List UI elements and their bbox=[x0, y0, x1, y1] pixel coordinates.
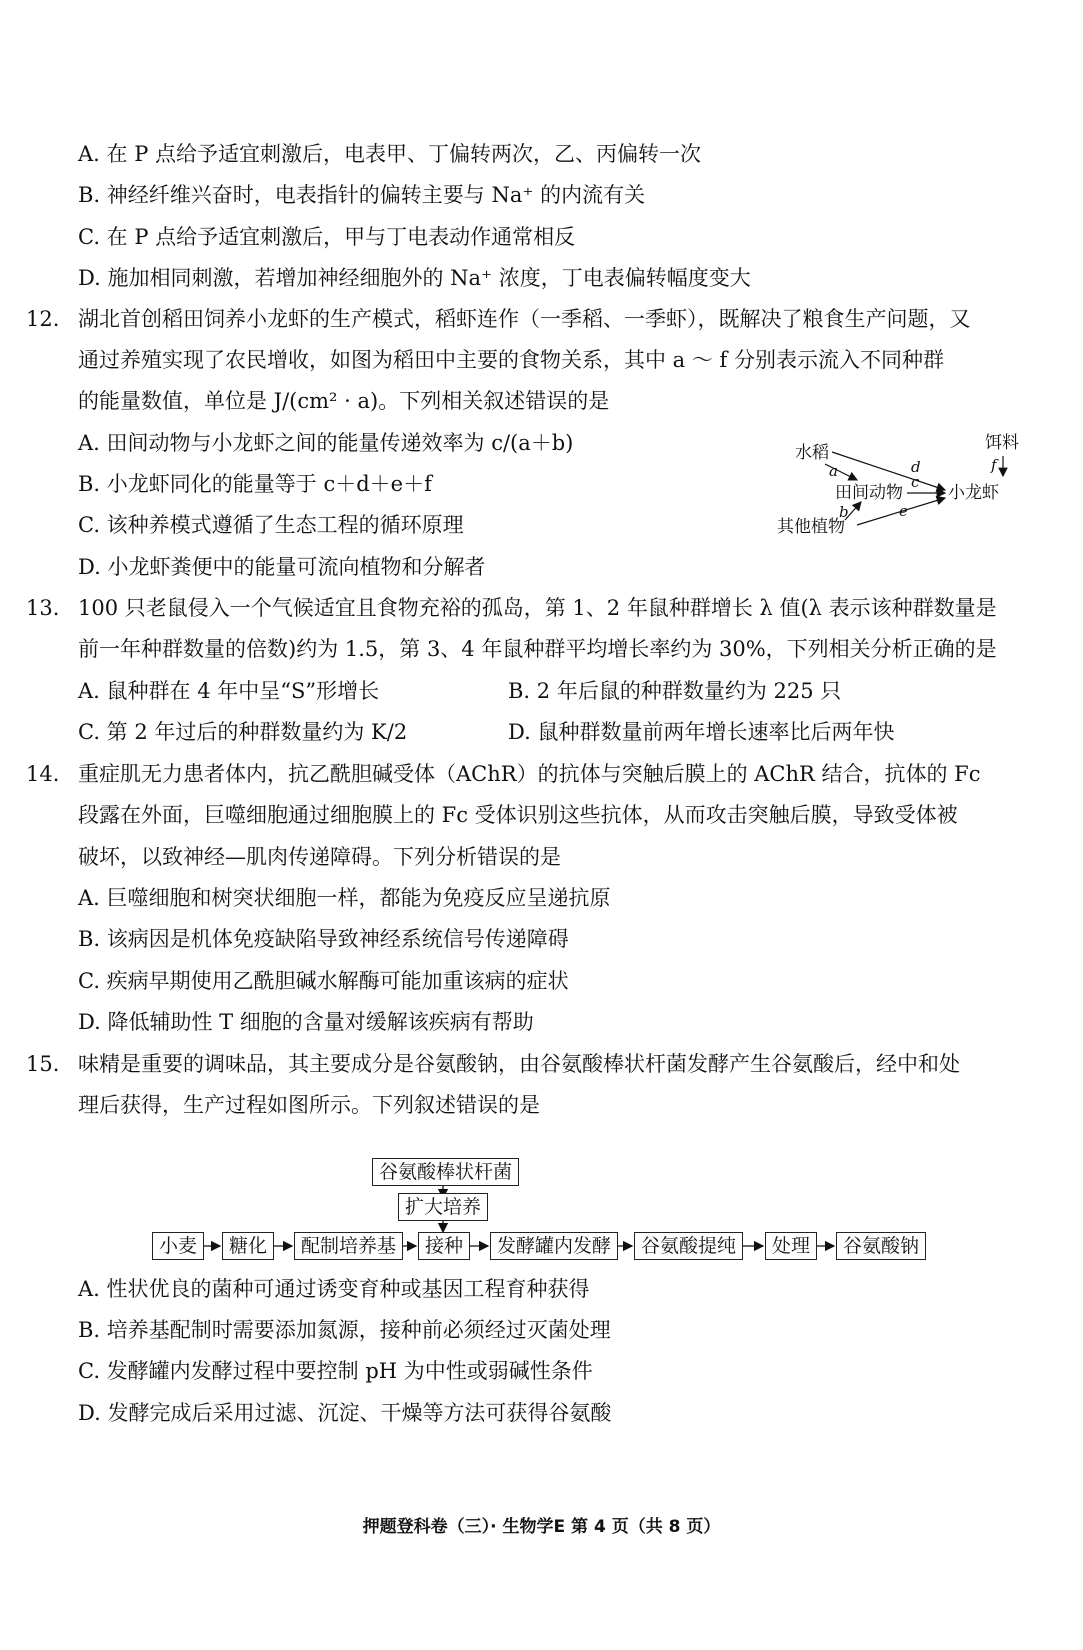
q12-stem-line2: 通过养殖实现了农民增收，如图为稻田中主要的食物关系，其中 a ～ f 分别表示流入不同种群 bbox=[78, 348, 944, 372]
node-rice: 水稻 bbox=[795, 443, 829, 463]
q13-number: 13. bbox=[26, 596, 60, 620]
food-web-diagram bbox=[777, 432, 1060, 572]
q14-stem-line3: 破坏，以致神经—肌肉传递障碍。下列分析错误的是 bbox=[78, 845, 561, 869]
flow-box-medium-prep: 配制培养基 bbox=[294, 1232, 403, 1260]
q15-number: 15. bbox=[26, 1052, 60, 1076]
flow-box-expand-culture: 扩大培养 bbox=[398, 1193, 488, 1221]
q14-stem-line2: 段露在外面，巨噬细胞通过细胞膜上的 Fc 受体识别这些抗体，从而攻击突触后膜，导致受体被 bbox=[78, 803, 958, 827]
q14-stem-line1: 重症肌无力患者体内，抗乙酰胆碱受体（AChR）的抗体与突触后膜上的 AChR 结合，抗体的 Fc bbox=[78, 762, 981, 786]
flow-box-fermentation: 发酵罐内发酵 bbox=[490, 1232, 618, 1260]
q11-option-a: A. 在 P 点给予适宜刺激后，电表甲、丁偏转两次，乙、丙偏转一次 bbox=[78, 142, 701, 166]
q13-option-b: B. 2 年后鼠的种群数量约为 225 只 bbox=[508, 679, 842, 703]
q13-option-c: C. 第 2 年过后的种群数量约为 K/2 bbox=[78, 720, 408, 744]
q13-option-d: D. 鼠种群数量前两年增长速率比后两年快 bbox=[508, 720, 895, 744]
q15-option-b: B. 培养基配制时需要添加氮源，接种前必须经过灭菌处理 bbox=[78, 1318, 611, 1342]
flow-box-wheat: 小麦 bbox=[152, 1232, 204, 1260]
page-footer: 押题登科卷（三）· 生物学E 第 4 页（共 8 页） bbox=[362, 1517, 721, 1537]
q12-stem-line1: 湖北首创稻田饲养小龙虾的生产模式，稻虾连作（一季稻、一季虾），既解决了粮食生产问题，又 bbox=[78, 307, 971, 331]
q12-number: 12. bbox=[26, 307, 60, 331]
q13-stem-line2: 前一年种群数量的倍数)约为 1.5，第 3、4 年鼠种群平均增长率约为 30%，下列相关分析正确的是 bbox=[78, 637, 997, 661]
node-feed: 饵料 bbox=[985, 433, 1019, 453]
q12-stem-line3: 的能量数值，单位是 J/(cm² · a)。下列相关叙述错误的是 bbox=[78, 389, 610, 413]
q15-option-a: A. 性状优良的菌种可通过诱变育种或基因工程育种获得 bbox=[78, 1277, 590, 1301]
node-crayfish: 小龙虾 bbox=[948, 483, 999, 503]
flow-box-inoculation: 接种 bbox=[418, 1232, 470, 1260]
q15-stem-line1: 味精是重要的调味品，其主要成分是谷氨酸钠，由谷氨酸棒状杆菌发酵产生谷氨酸后，经中和处 bbox=[78, 1052, 960, 1076]
label-d: d bbox=[911, 458, 921, 476]
node-other-plants: 其他植物 bbox=[777, 517, 845, 537]
flow-box-processing: 处理 bbox=[765, 1232, 817, 1260]
q12-option-b: B. 小龙虾同化的能量等于 c＋d＋e＋f bbox=[78, 472, 432, 496]
q15-option-d: D. 发酵完成后采用过滤、沉淀、干燥等方法可获得谷氨酸 bbox=[78, 1401, 612, 1425]
label-a: a bbox=[829, 462, 838, 480]
q14-option-b: B. 该病因是机体免疫缺陷导致神经系统信号传递障碍 bbox=[78, 927, 569, 951]
label-b: b bbox=[839, 503, 849, 521]
label-e: e bbox=[899, 502, 908, 520]
q12-option-d: D. 小龙虾粪便中的能量可流向植物和分解者 bbox=[78, 555, 486, 579]
q13-stem-line1: 100 只老鼠侵入一个气候适宜且食物充裕的孤岛，第 1、2 年鼠种群增长 λ 值(λ 表示该种群数量是 bbox=[78, 596, 997, 620]
flow-box-bacteria: 谷氨酸棒状杆菌 bbox=[372, 1158, 519, 1186]
q12-option-c: C. 该种养模式遵循了生态工程的循环原理 bbox=[78, 513, 464, 537]
q14-number: 14. bbox=[26, 762, 60, 786]
q14-option-a: A. 巨噬细胞和树突状细胞一样，都能为免疫反应呈递抗原 bbox=[78, 886, 611, 910]
q14-option-d: D. 降低辅助性 T 细胞的含量对缓解该疾病有帮助 bbox=[78, 1010, 534, 1034]
q15-stem-line2: 理后获得，生产过程如图所示。下列叙述错误的是 bbox=[78, 1093, 540, 1117]
node-field-animals: 田间动物 bbox=[835, 483, 903, 503]
flow-box-msg: 谷氨酸钠 bbox=[836, 1232, 926, 1260]
q15-option-c: C. 发酵罐内发酵过程中要控制 pH 为中性或弱碱性条件 bbox=[78, 1359, 593, 1383]
flow-box-saccharification: 糖化 bbox=[222, 1232, 274, 1260]
q12-option-a: A. 田间动物与小龙虾之间的能量传递效率为 c/(a＋b) bbox=[78, 431, 574, 455]
label-f: f bbox=[991, 456, 997, 474]
flow-box-purification: 谷氨酸提纯 bbox=[634, 1232, 743, 1260]
label-c: c bbox=[911, 473, 920, 491]
q11-option-d: D. 施加相同刺激，若增加神经细胞外的 Na⁺ 浓度，丁电表偏转幅度变大 bbox=[78, 266, 751, 290]
q14-option-c: C. 疾病早期使用乙酰胆碱水解酶可能加重该病的症状 bbox=[78, 969, 569, 993]
q11-option-b: B. 神经纤维兴奋时，电表指针的偏转主要与 Na⁺ 的内流有关 bbox=[78, 183, 646, 207]
q11-option-c: C. 在 P 点给予适宜刺激后，甲与丁电表动作通常相反 bbox=[78, 225, 576, 249]
q13-option-a: A. 鼠种群在 4 年中呈“S”形增长 bbox=[78, 679, 380, 703]
